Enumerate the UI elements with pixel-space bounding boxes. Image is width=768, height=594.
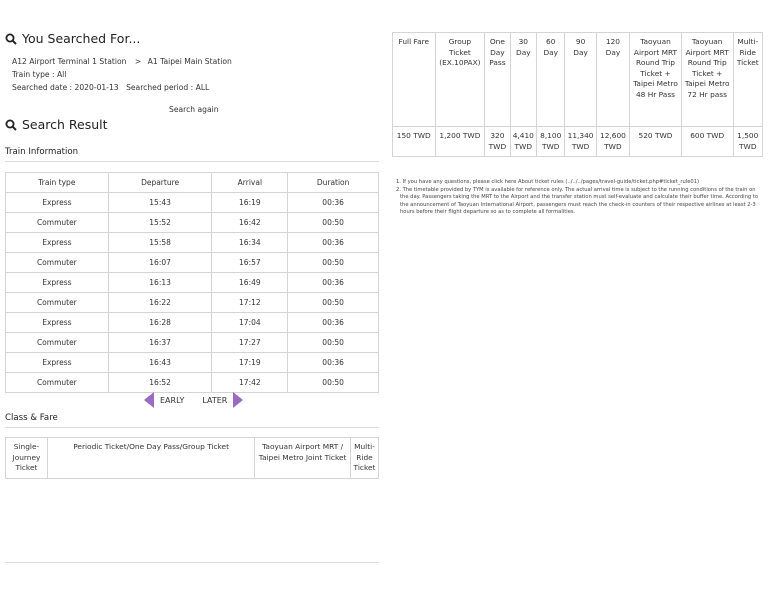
arrival-cell: 17:27 — [212, 333, 288, 353]
later-button[interactable]: LATER — [202, 395, 228, 405]
departure-cell: 16:07 — [108, 253, 212, 273]
arrival-cell: 16:57 — [212, 253, 288, 273]
searched-period: Searched period : ALL — [126, 83, 210, 92]
fare-price-cell: 1,200 TWD — [435, 127, 485, 157]
fare-price-cell: 520 TWD — [630, 127, 682, 157]
table-row — [6, 333, 379, 353]
train-type-cell: Express — [6, 313, 109, 333]
departure-cell: 16:43 — [108, 353, 212, 373]
duration-cell: 00:50 — [288, 213, 379, 233]
col-train-type: Train type — [6, 173, 109, 193]
arrival-cell: 16:19 — [212, 193, 288, 213]
triangle-left-icon[interactable] — [144, 392, 154, 408]
fare-header-cell: 60 Day — [537, 33, 565, 127]
date-period-line — [12, 81, 232, 94]
duration-cell: 00:36 — [288, 233, 379, 253]
fare-header-cell: 120 Day — [596, 33, 629, 127]
class-fare-table — [5, 437, 379, 479]
fare-header-cell: Full Fare — [393, 33, 436, 127]
tab-single-journey[interactable]: Single-Journey Ticket — [6, 438, 48, 479]
duration-cell: 00:36 — [288, 273, 379, 293]
train-table — [5, 172, 379, 393]
arrival-cell: 17:19 — [212, 353, 288, 373]
fare-header-cell: Taoyuan Airport MRT Round Trip Ticket + Taipei Metro 72 Hr pass — [681, 33, 733, 127]
departure-cell: 16:52 — [108, 373, 212, 393]
table-row — [6, 193, 379, 213]
train-type-cell: Commuter — [6, 213, 109, 233]
fare-header-cell: One Day Pass — [485, 33, 510, 127]
fare-price-cell: 600 TWD — [681, 127, 733, 157]
note-1[interactable]: 1. If you have any questions, please click here About ticket rules (../../../pages/travel-guide/ticket.php#ticket_rule01) — [396, 179, 700, 185]
tab-periodic[interactable]: Periodic Ticket/One Day Pass/Group Ticket — [47, 438, 254, 479]
table-row — [6, 313, 379, 333]
searched-for-title: You Searched For... — [22, 31, 141, 46]
duration-cell: 00:50 — [288, 333, 379, 353]
departure-cell: 16:37 — [108, 333, 212, 353]
route-to: A1 Taipei Main Station — [147, 57, 232, 66]
col-departure: Departure — [108, 173, 212, 193]
fare-header-cell: 30 Day — [510, 33, 537, 127]
search-result-heading — [5, 117, 108, 132]
arrival-cell: 16:49 — [212, 273, 288, 293]
search-result-title: Search Result — [22, 117, 108, 132]
table-row — [6, 353, 379, 373]
fare-price-cell: 1,500 TWD — [733, 127, 762, 157]
route-separator: > — [134, 57, 142, 66]
early-button[interactable]: EARLY — [160, 395, 185, 405]
train-type-cell: Commuter — [6, 293, 109, 313]
magnifier-icon — [5, 119, 17, 131]
duration-cell: 00:36 — [288, 313, 379, 333]
train-information-label: Train Information — [5, 147, 79, 157]
col-arrival: Arrival — [212, 173, 288, 193]
search-again-link[interactable]: Search again — [169, 105, 219, 114]
departure-cell: 16:13 — [108, 273, 212, 293]
arrival-cell: 16:34 — [212, 233, 288, 253]
train-type-cell: Commuter — [6, 373, 109, 393]
triangle-right-icon[interactable] — [233, 392, 243, 408]
searched-date: Searched date : 2020-01-13 — [12, 83, 119, 92]
search-summary — [12, 55, 232, 94]
duration-cell: 00:36 — [288, 353, 379, 373]
fare-header-cell: 90 Day — [565, 33, 596, 127]
table-row — [6, 373, 379, 393]
arrival-cell: 16:42 — [212, 213, 288, 233]
arrival-cell: 17:12 — [212, 293, 288, 313]
fare-header-cell: Group Ticket (EX.10PAX) — [435, 33, 485, 127]
tab-multi-ride[interactable]: Multi-Ride Ticket — [350, 438, 378, 479]
fare-header-row — [393, 33, 763, 127]
departure-cell: 15:58 — [108, 233, 212, 253]
divider — [5, 562, 379, 563]
table-row — [6, 233, 379, 253]
fare-price-cell: 12,600 TWD — [596, 127, 629, 157]
tab-joint-ticket[interactable]: Taoyuan Airport MRT / Taipei Metro Joint Ticket — [255, 438, 351, 479]
train-type-cell: Express — [6, 233, 109, 253]
route-from: A12 Airport Terminal 1 Station — [12, 57, 127, 66]
table-row — [6, 293, 379, 313]
magnifier-icon — [5, 33, 17, 45]
duration-cell: 00:36 — [288, 193, 379, 213]
fare-price-cell: 320 TWD — [485, 127, 510, 157]
departure-cell: 15:43 — [108, 193, 212, 213]
fare-price-row — [393, 127, 763, 157]
train-table-header — [6, 173, 379, 193]
divider — [5, 427, 379, 428]
duration-cell: 00:50 — [288, 293, 379, 313]
col-duration: Duration — [288, 173, 379, 193]
notes — [396, 179, 762, 217]
arrival-cell: 17:04 — [212, 313, 288, 333]
departure-cell: 15:52 — [108, 213, 212, 233]
divider — [5, 161, 379, 162]
note-2: 2. The timetable provided by TYM is available for reference only. The actual arrival time is subject to the running conditions of the train on the day. Passengers taking the MRT to the Airport and the transfer station must self-evaluate and calculate their buffer time. According to the announcement of Taoyuan International Airport, passengers must reach the check-in counters of their respective airlines at least 2-3 hours before their flight departure so as to complete all formalities. — [396, 186, 759, 216]
table-row — [6, 273, 379, 293]
train-type-cell: Express — [6, 353, 109, 373]
duration-cell: 00:50 — [288, 373, 379, 393]
route-line — [12, 55, 232, 68]
searched-for-heading — [5, 31, 140, 46]
fare-price-cell: 8,100 TWD — [537, 127, 565, 157]
departure-cell: 16:28 — [108, 313, 212, 333]
train-type-cell: Express — [6, 193, 109, 213]
train-type-cell: Express — [6, 273, 109, 293]
train-type-line: Train type : All — [12, 70, 67, 79]
fare-header-cell: Multi-Ride Ticket — [733, 33, 762, 127]
fare-table — [392, 32, 763, 157]
departure-cell: 16:22 — [108, 293, 212, 313]
fare-price-cell: 4,410 TWD — [510, 127, 537, 157]
arrival-cell: 17:42 — [212, 373, 288, 393]
fare-header-cell: Taoyuan Airport MRT Round Trip Ticket + Taipei Metro 48 Hr Pass — [630, 33, 682, 127]
pager — [144, 392, 243, 408]
table-row — [6, 253, 379, 273]
table-row — [6, 213, 379, 233]
fare-price-cell: 11,340 TWD — [565, 127, 596, 157]
train-type-cell: Commuter — [6, 333, 109, 353]
train-type-cell: Commuter — [6, 253, 109, 273]
fare-price-cell: 150 TWD — [393, 127, 436, 157]
duration-cell: 00:50 — [288, 253, 379, 273]
class-fare-label: Class & Fare — [5, 413, 58, 423]
class-fare-tabs — [6, 438, 379, 479]
